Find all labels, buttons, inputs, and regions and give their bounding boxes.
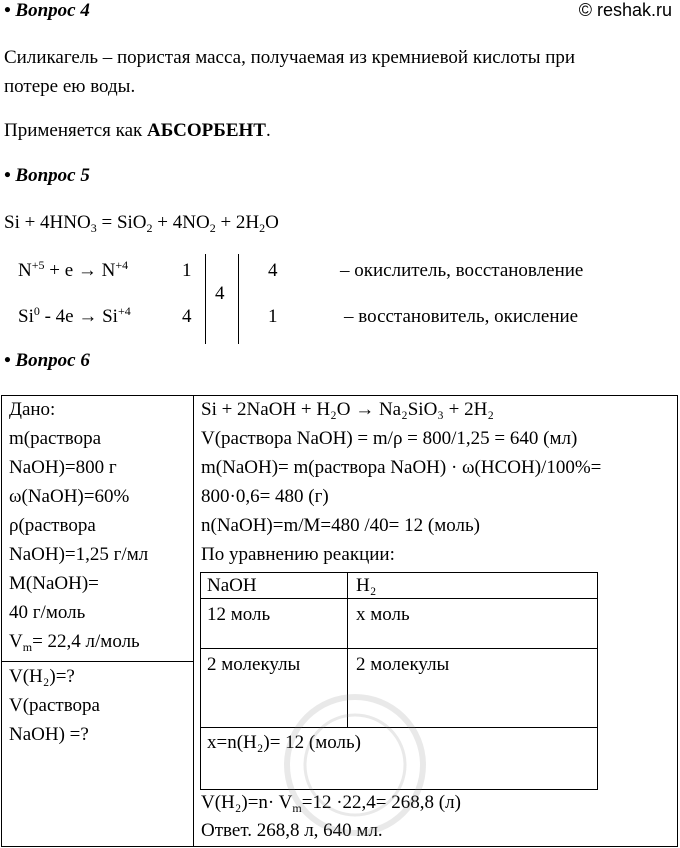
given-line: $V_m= 22,4$ л/моль [9, 631, 140, 654]
given-find-divider [1, 661, 193, 662]
ratio-header-naoh: NaOH [207, 575, 257, 596]
table-left-border [1, 395, 2, 847]
q4-heading: • Вопрос 4 [4, 0, 90, 21]
q4-applied-term: АБСОРБЕНТ [147, 120, 266, 141]
q5-equation: $Si + 4HNO_3 = SiO_2 + 4NO_2 + 2H_2O$ [4, 212, 279, 235]
solution-line: m(NaOH)= m(раствора NaOH) · ω(HCOH)/100%= [201, 457, 602, 478]
ratio-result: x=n(H₂)= 12 (моль) [207, 732, 362, 753]
given-line: NaOH)=1,25 г/мл [9, 544, 149, 565]
table-column-divider [193, 395, 194, 847]
balance-divider-left [205, 254, 206, 344]
solution-line: По уравнению реакции: [201, 544, 395, 565]
given-line: ρ(раствора [9, 515, 96, 536]
q4-applied-suffix: . [265, 120, 271, 141]
table-top-border [1, 395, 678, 396]
ratio-table-border [200, 572, 598, 573]
q4-text-line1: Силикагель – пористая масса, получаемая из кремниевой кислоты при [4, 47, 576, 68]
given-line: m(раствора [9, 428, 102, 449]
balance-row2-electrons: 4 [182, 306, 192, 327]
given-label: Дано: [9, 399, 56, 420]
q5-heading: • Вопрос 5 [4, 165, 90, 186]
balance-row1-coef: 4 [268, 260, 278, 281]
q4-applied-prefix: Применяется как [4, 120, 148, 141]
ratio-table-border [347, 572, 348, 728]
balance-lcm: 4 [215, 283, 225, 304]
solution-line: 800·0,6= 480 (г) [201, 486, 329, 507]
balance-row2-coef: 1 [268, 306, 278, 327]
find-line: NaOH) =? [9, 724, 89, 745]
given-line: NaOH)=800 г [9, 457, 117, 478]
balance-row2-half-reaction: $Si^0 - 4e \to Si^{+4}$ [18, 304, 131, 327]
ratio-table-border [200, 572, 201, 790]
solution-line: Si + 2NaOH + H₂O → Na₂SiO₃ + 2H₂ [201, 399, 494, 420]
table-right-border [677, 395, 678, 847]
table-bottom-border [1, 846, 678, 847]
solution-line: n(NaOH)=m/M=480 /40= 12 (моль) [201, 515, 480, 536]
ratio-table-border [200, 648, 598, 649]
ratio-header-h2: H₂ [356, 575, 377, 596]
ratio-cell: 2 молекулы [356, 654, 450, 675]
given-line: M(NaOH)= [9, 573, 99, 594]
q4-text-line2: потере ею воды. [4, 76, 136, 97]
solution-line: V(раствора NaOH) = m/ρ = 800/1,25 = 640 (мл) [201, 428, 578, 449]
ratio-table-border [597, 572, 598, 790]
solution-volume-line: $V(H_2)=n\cdot V_m=12 \cdot 22,4= 268,8$ (л) [201, 792, 461, 815]
balance-row1-half-reaction: $N^{+5} + e \to N^{+4}$ [18, 258, 129, 281]
ratio-cell: x моль [356, 604, 410, 625]
q4-applied [4, 120, 271, 142]
balance-row1-role: – окислитель, восстановление [340, 260, 584, 281]
given-line: 40 г/моль [9, 602, 86, 623]
ratio-cell: 2 молекулы [207, 654, 301, 675]
q6-heading: • Вопрос 6 [4, 350, 90, 371]
ratio-table-border [200, 789, 598, 790]
balance-row2-role: – восстановитель, окисление [344, 306, 579, 327]
balance-row1-electrons: 1 [182, 260, 192, 281]
balance-divider-right [238, 254, 239, 344]
ratio-cell: 12 моль [207, 604, 271, 625]
find-line: V(раствора [9, 695, 100, 716]
solution-answer: Ответ. 268,8 л, 640 мл. [201, 820, 383, 841]
watermark-logo [280, 690, 430, 840]
ratio-table-border [200, 727, 598, 728]
ratio-table-border [200, 598, 598, 599]
source-credit: © reshak.ru [578, 0, 672, 20]
given-line: ω(NaOH)=60% [9, 486, 130, 507]
find-line: V(H₂)=? [9, 666, 75, 687]
